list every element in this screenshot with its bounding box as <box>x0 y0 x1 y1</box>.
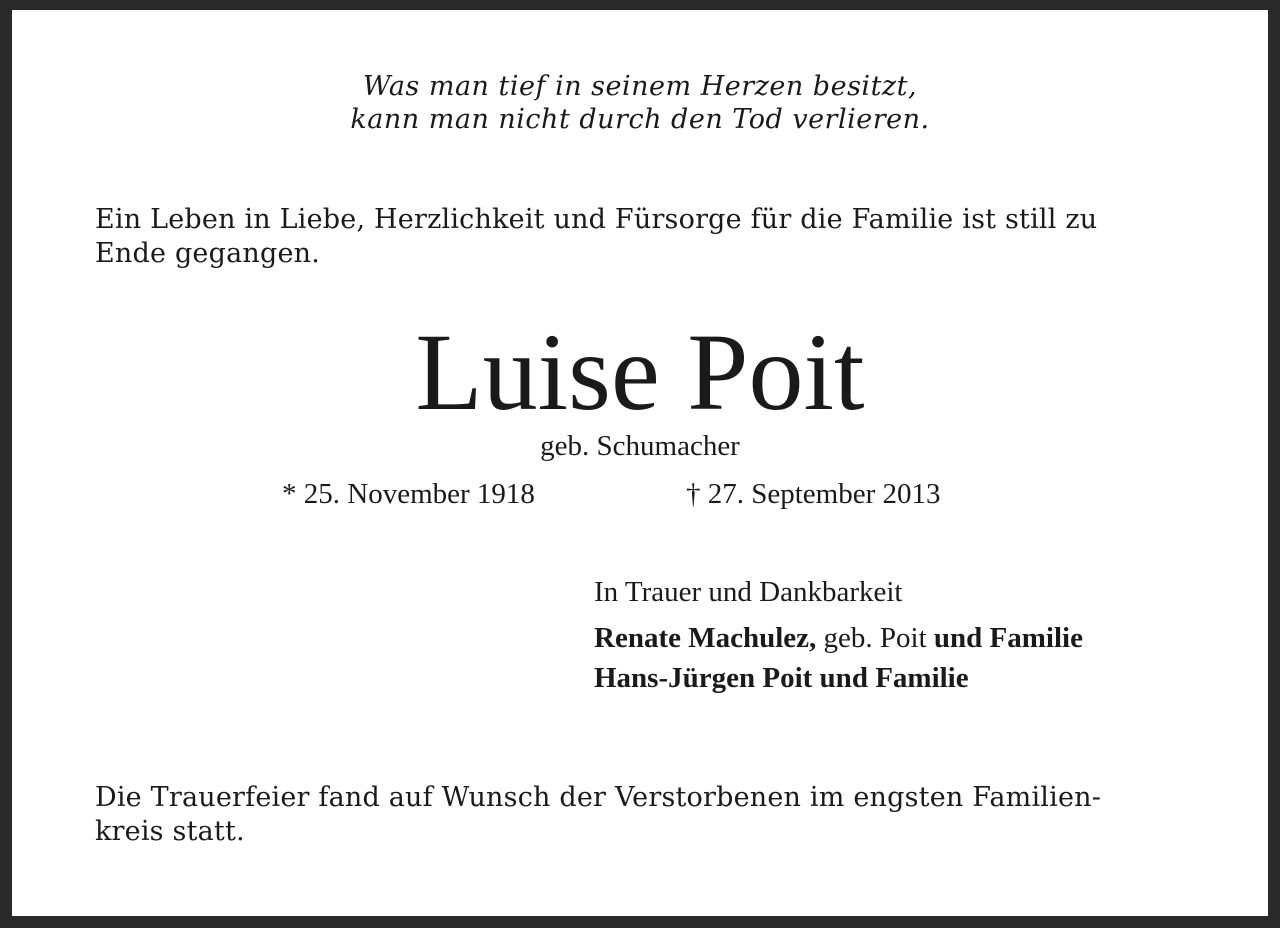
funeral-note <box>95 781 1205 849</box>
memorial-quote <box>12 70 1268 136</box>
obituary-notice <box>12 10 1268 916</box>
mourners-block <box>594 572 1083 698</box>
mourner-line-2: Hans-Jürgen Poit und Familie <box>594 662 969 694</box>
maiden-name: geb. Schumacher <box>540 430 740 462</box>
quote-line-1: Was man tief in seinem Herzen besitzt, <box>362 71 918 102</box>
funeral-note-line-2: kreis statt. <box>95 816 245 847</box>
mourner-family-suffix: und Familie <box>933 622 1083 654</box>
death-date: † 27. September 2013 <box>686 478 941 510</box>
mourner-name-renate: Renate Machulez, <box>594 622 817 654</box>
funeral-note-line-1: Die Trauerfeier fand auf Wunsch der Verstorbenen im engsten Familien- <box>95 782 1102 813</box>
mourners-heading: In Trauer und Dankbarkeit <box>594 576 903 608</box>
intro-line-1: Ein Leben in Liebe, Herzlichkeit und Fürsorge für die Familie ist still zu <box>95 204 1098 235</box>
birth-date: * 25. November 1918 <box>282 478 535 510</box>
intro-line-2: Ende gegangen. <box>95 238 321 269</box>
mourner-line-1 <box>594 618 1083 658</box>
quote-line-2: kann man nicht durch den Tod verlieren. <box>350 104 930 135</box>
deceased-name: Luise Poit <box>415 311 865 433</box>
intro-text <box>95 203 1205 271</box>
mourner-maiden-note: geb. Poit <box>816 622 934 654</box>
